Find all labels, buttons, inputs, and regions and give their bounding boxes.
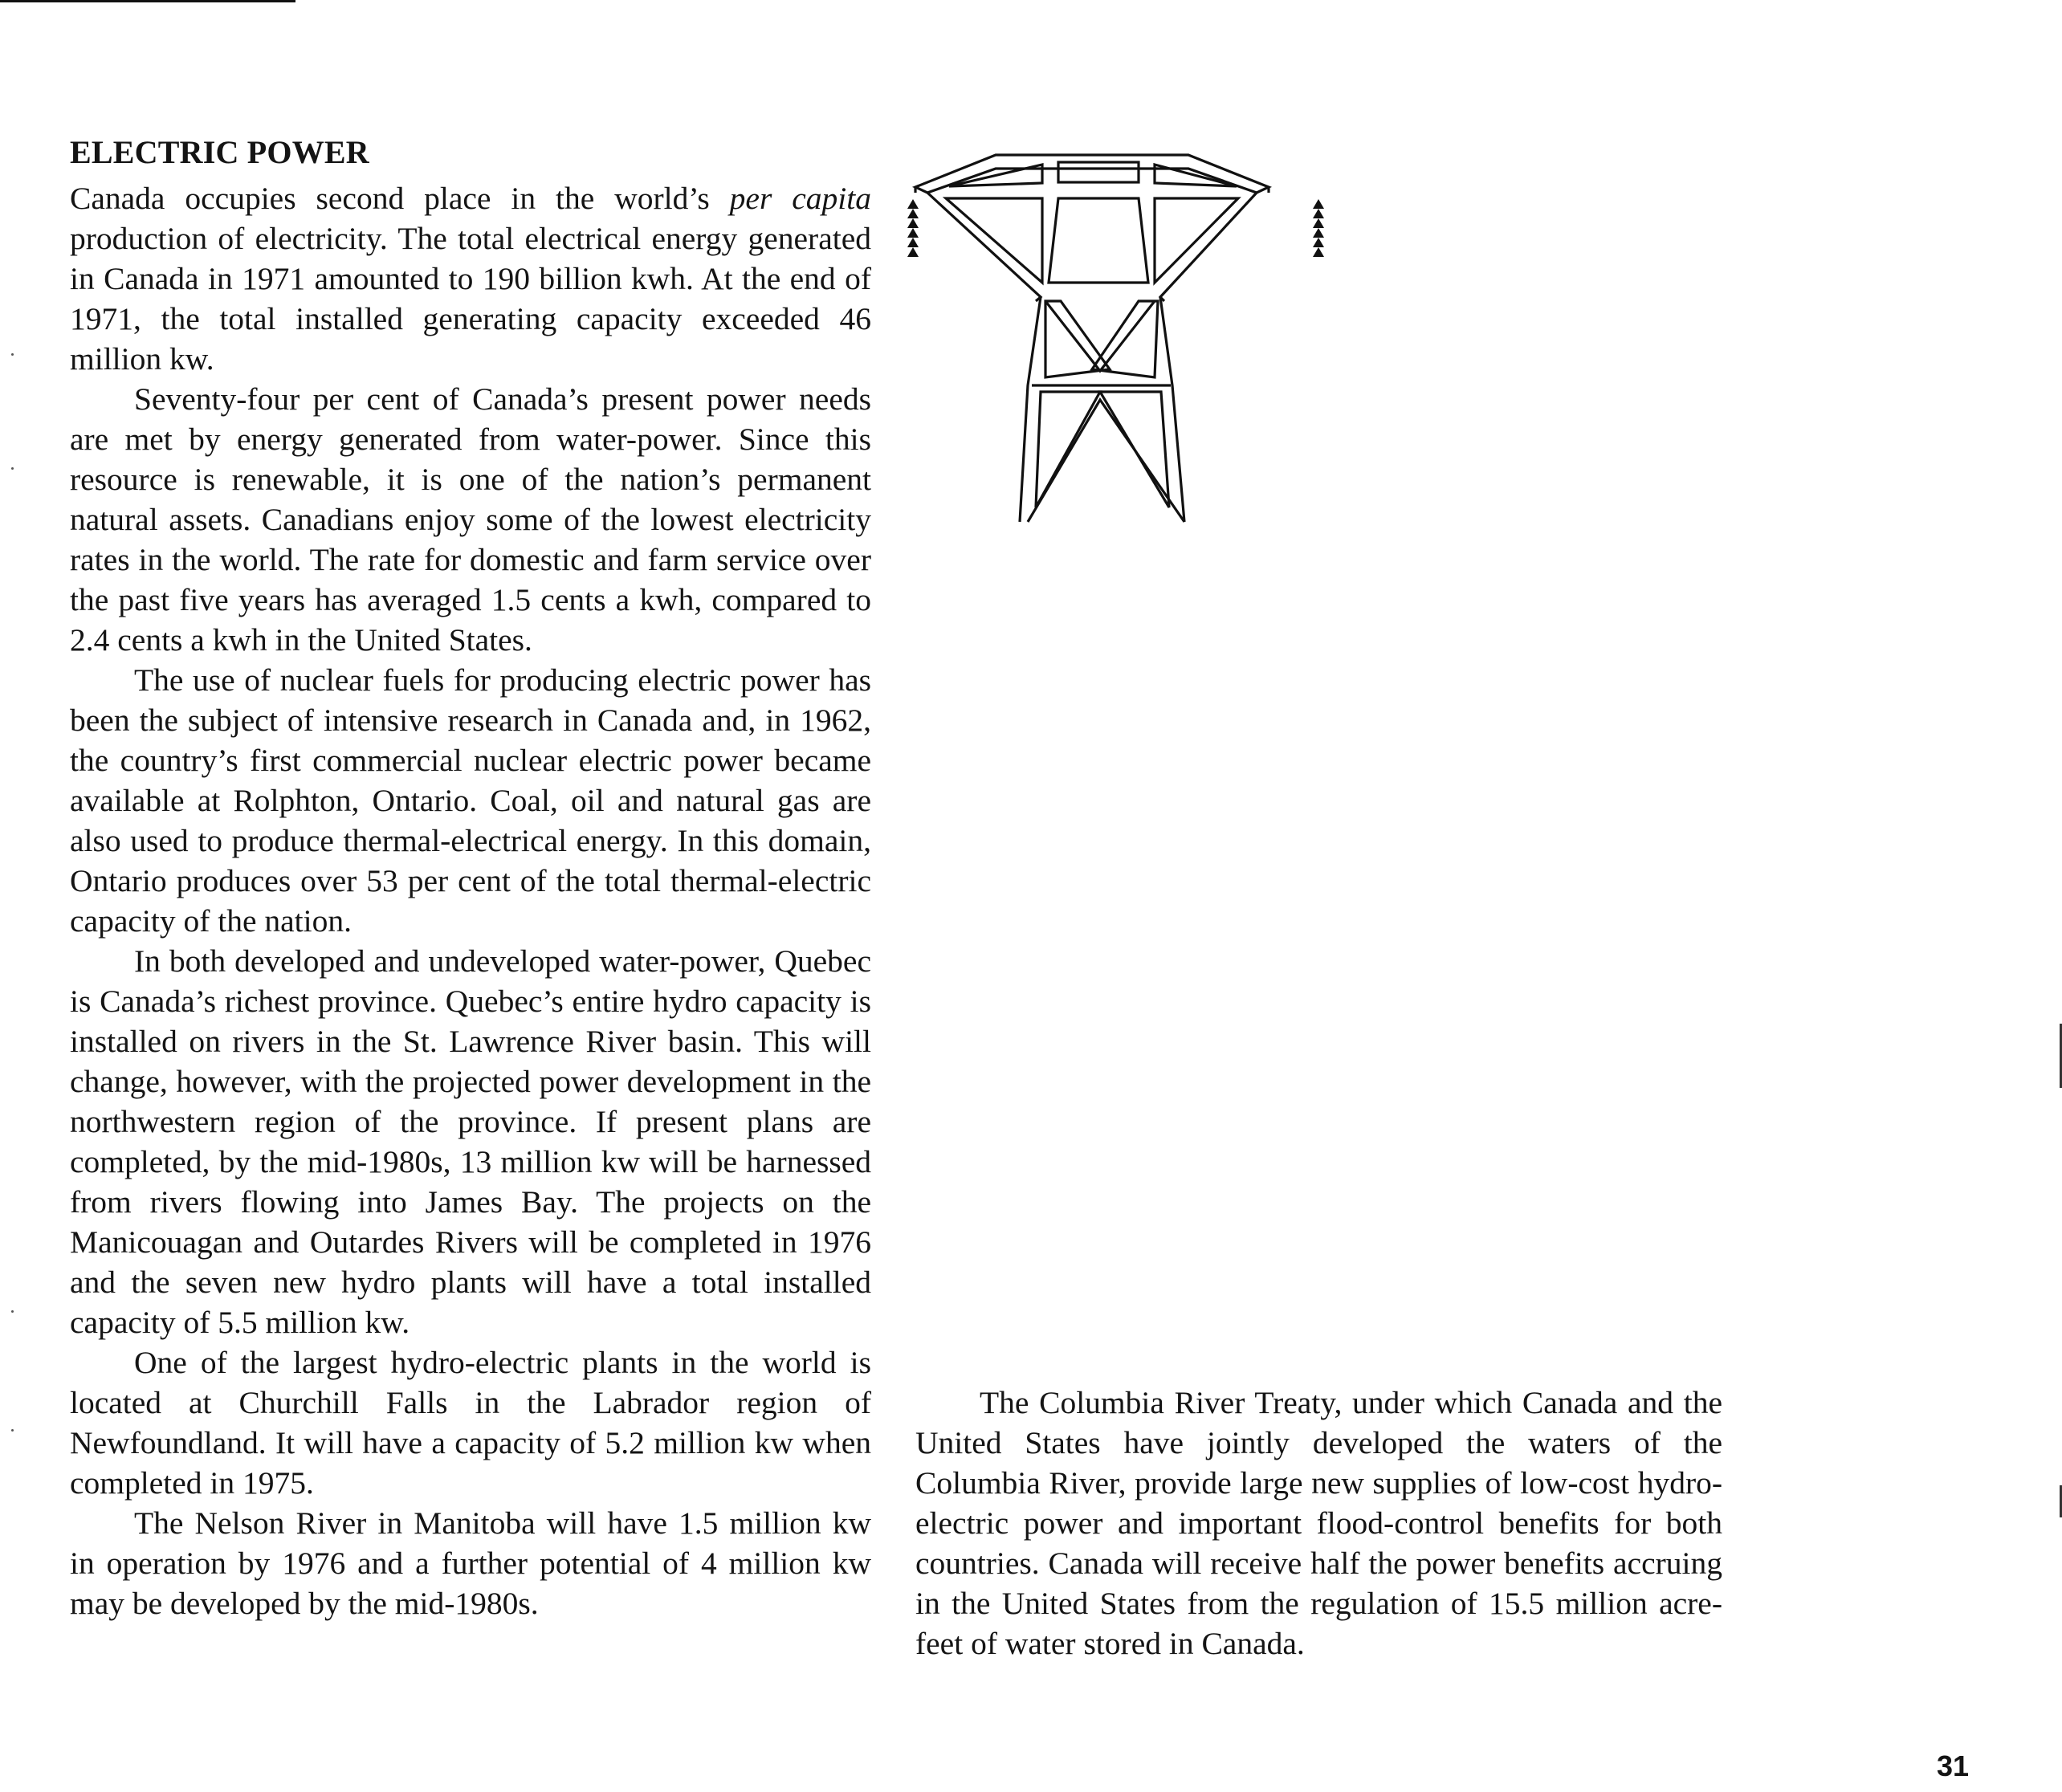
paragraph-4: In both developed and undeveloped water-power, Quebec is Canada’s richest province. Quebec’s entire hydro capacity is installed on rivers in the St. Lawrence River basin. This will change, however, with the projected power development in the northwestern region of the province. If present plans are completed, by the mid-1980s, 13 million kw will be harnessed from rivers flowing into James Bay. The projects on the Manicouagan and Outardes Rivers will be completed in 1976 and the seven new hydro plants will have a total installed capacity of 5.5 million kw. — [70, 943, 871, 1340]
paragraph-6: The Nelson River in Manitoba will have 1.5 million kw in operation by 1976 and a further potential of 4 million kw may be developed by the mid-1980s. — [70, 1505, 871, 1621]
transmission-tower-icon — [899, 145, 1365, 530]
scan-speck — [11, 353, 14, 356]
paragraph-2: Seventy-four per cent of Canada’s present power needs are met by energy generated from water-power. Since this resource is renewable, it is one of the nation’s permanent natural assets. Canadians enjoy some of the lowest electricity rates in the world. The rate for domestic and farm service over the past five years has averaged 1.5 cents a kwh, compared to 2.4 cents a kwh in the United States. — [70, 381, 871, 658]
paragraph-3: The use of nuclear fuels for producing electric power has been the subject of intensive research in Canada and, in 1962, the country’s first commercial nuclear electric power became available at Rolphton, Ontario. Coal, oil and natural gas are also used to produce thermal-electrical energy. In this domain, Ontario produces over 53 per cent of the total thermal-electric capacity of the nation. — [70, 662, 871, 939]
paragraph-5: One of the largest hydro-electric plants in the world is located at Churchill Falls in the Labrador region of Newfoundland. It will have a capacity of 5.2 million kw when completed in 1975. — [70, 1345, 871, 1501]
right-column — [915, 1383, 1722, 1664]
section-heading: ELECTRIC POWER — [70, 134, 369, 170]
scan-speck — [11, 467, 14, 470]
left-column — [70, 178, 871, 1623]
paragraph-1 — [70, 178, 871, 379]
columbia-treaty-paragraph: The Columbia River Treaty, under which Canada and the United States have jointly developed the waters of the Columbia River, provide large new supplies of low-cost hydro-electric power and important flood-control benefits for both countries. Canada will receive half the power benefits accruing in the United States from the regulation of 15.5 million acre-feet of water stored in Canada. — [915, 1385, 1722, 1661]
top-rule — [0, 0, 295, 2]
paragraph-1-italic: per capita — [729, 181, 871, 216]
paragraph-1-start: Canada occupies second place in the world’s — [70, 181, 730, 216]
scan-speck — [11, 1429, 14, 1432]
paragraph-1-end: production of electricity. The total electrical energy generated in Canada in 1971 amounted to 190 billion kwh. At the end of 1971, the total installed generating capacity exceeded 46 million kw. — [70, 221, 871, 377]
page-number: 31 — [1937, 1749, 1970, 1782]
scan-speck — [11, 1310, 14, 1313]
